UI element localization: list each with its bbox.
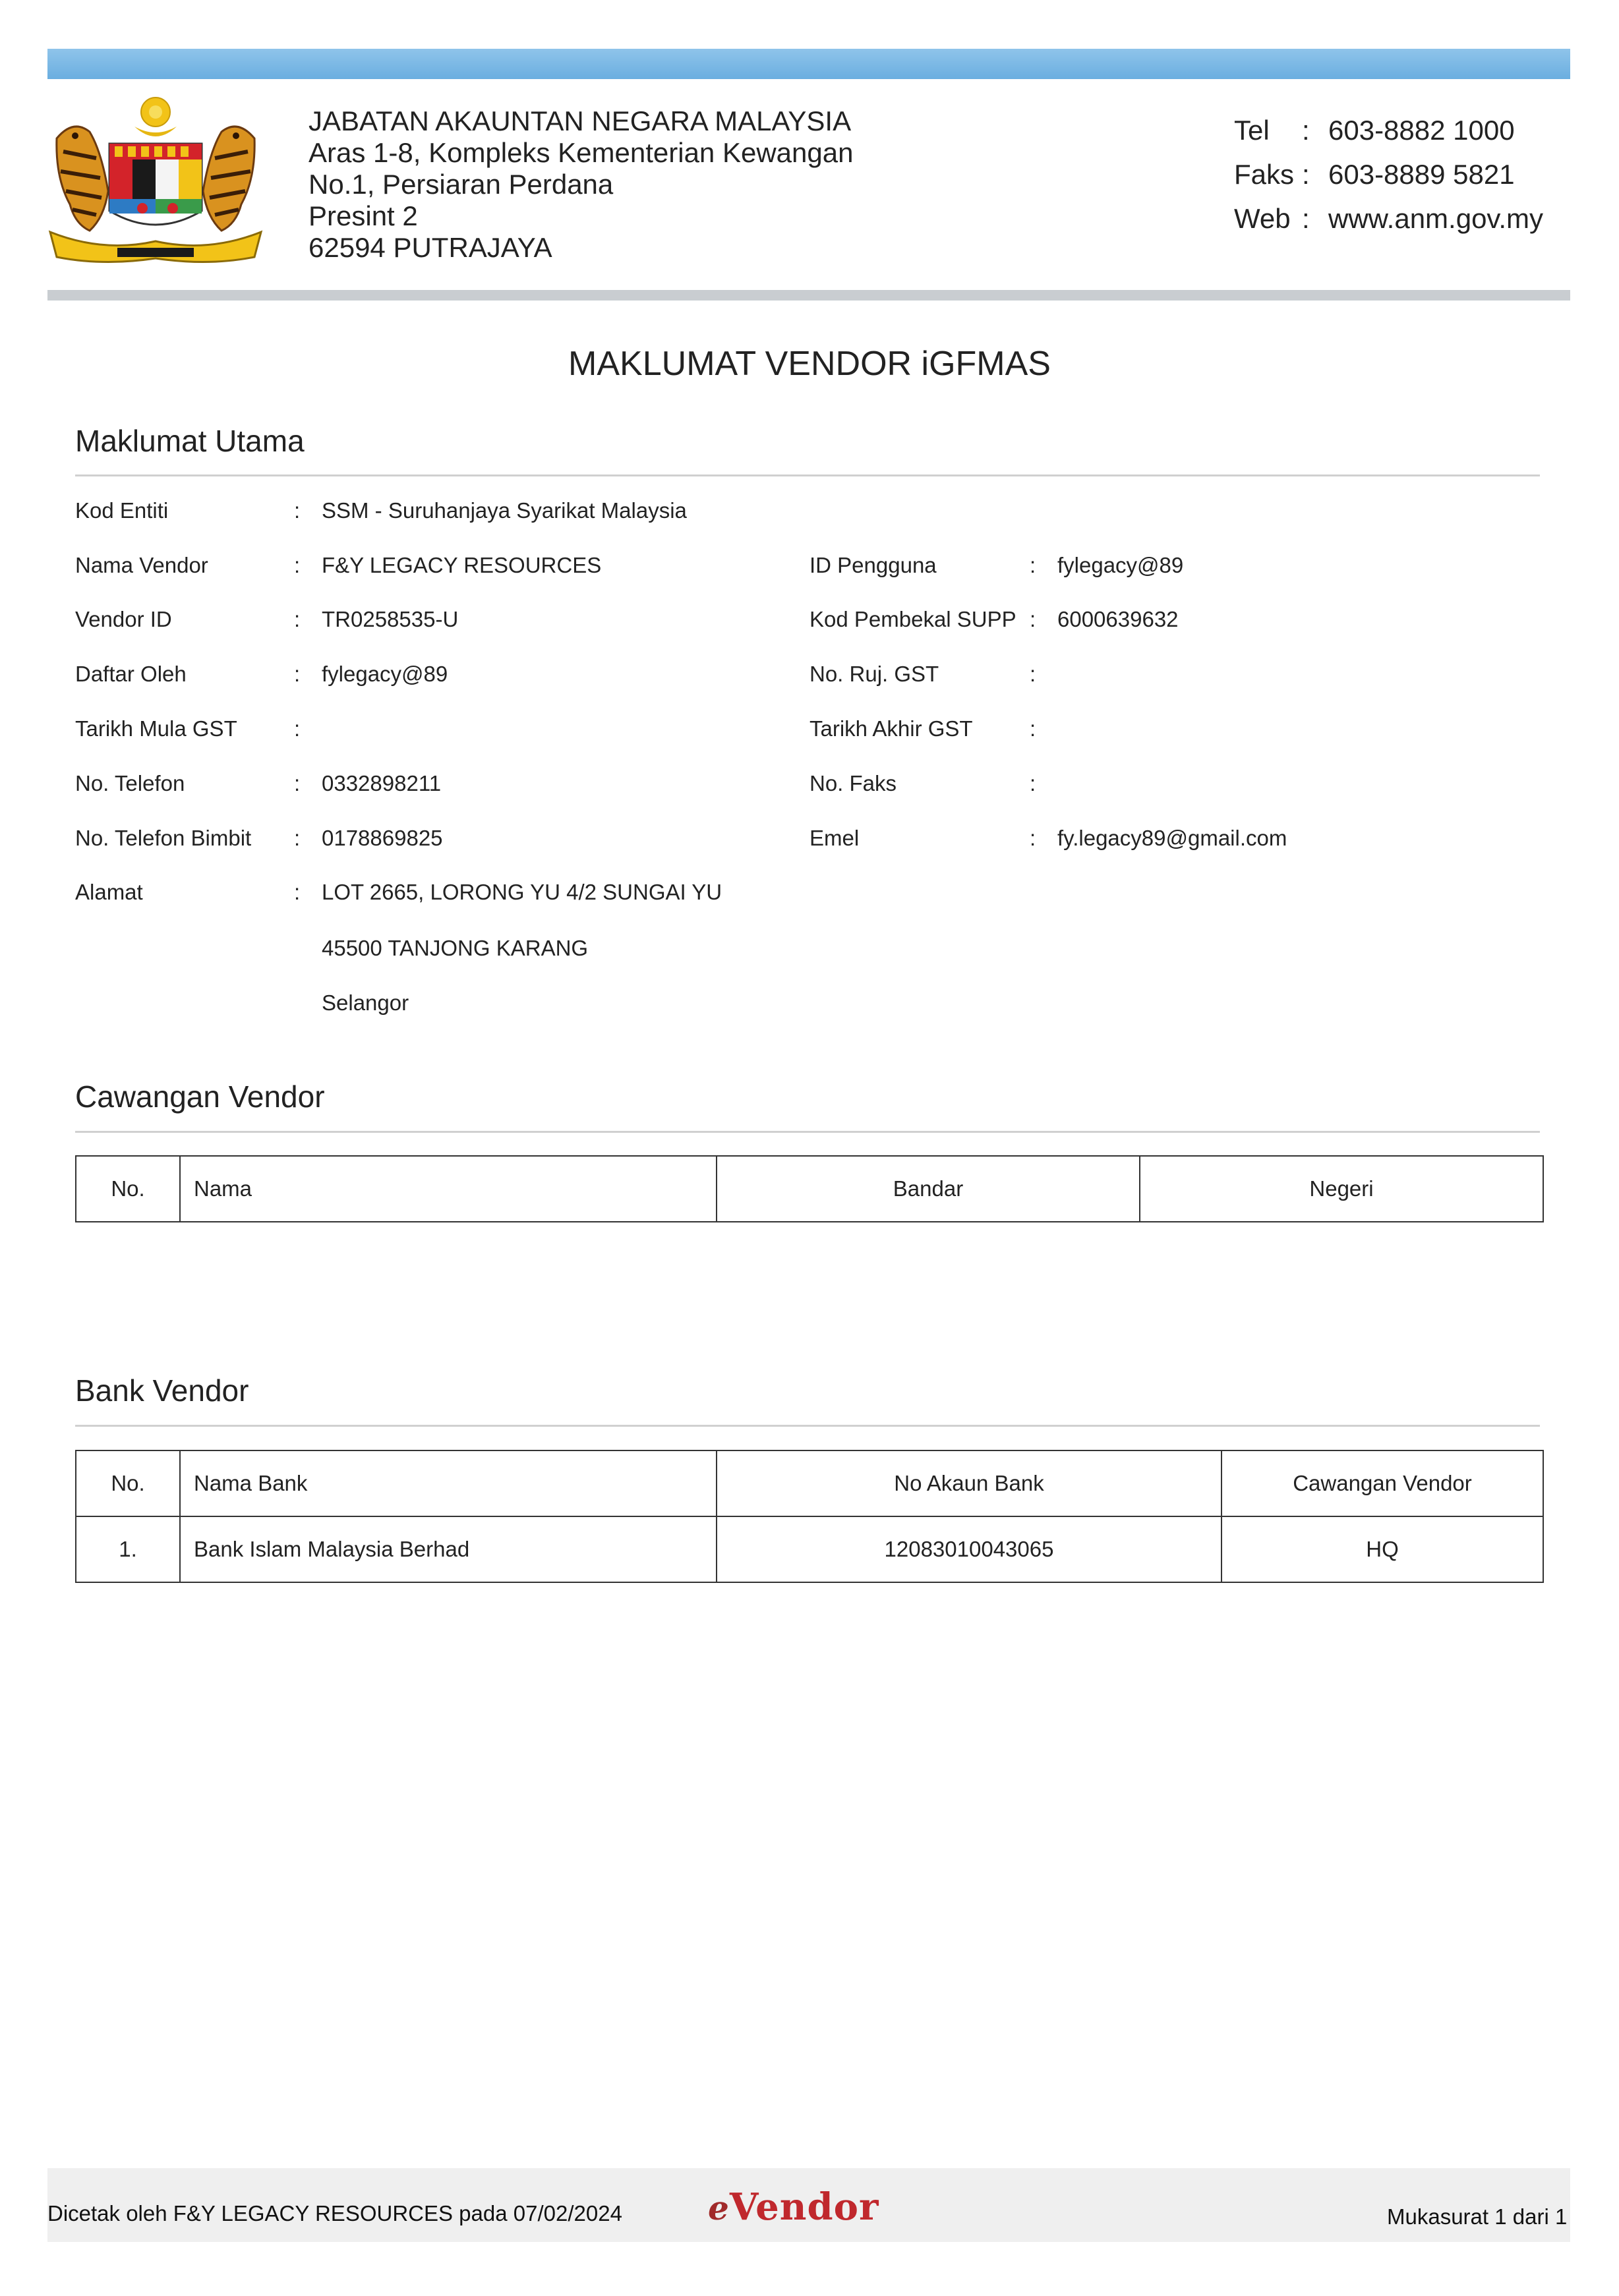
contact-colon: : [1302,159,1310,190]
agency-name: JABATAN AKAUNTAN NEGARA MALAYSIA [309,105,852,136]
evendor-logo-e: e [708,2189,730,2227]
document-title: MAKLUMAT VENDOR iGFMAS [568,345,1051,383]
section-divider [75,1425,1540,1427]
field-label: Daftar Oleh [75,662,187,686]
field-label: No. Ruj. GST [810,662,939,686]
evendor-logo-text: Vendor [729,2185,879,2229]
field-colon: : [294,716,301,741]
contact-value: 603-8889 5821 [1328,159,1515,190]
field-colon: : [1030,553,1036,577]
table-header-row [76,1450,1543,1516]
agency-address-line: Aras 1-8, Kompleks Kementerian Kewangan [309,137,854,168]
contact-value: www.anm.gov.my [1328,203,1543,234]
column-header: Bandar [717,1156,1140,1222]
field-label: Kod Entiti [75,498,169,523]
field-colon: : [294,662,301,686]
field-label: Nama Vendor [75,553,208,577]
agency-address-line: No.1, Persiaran Perdana [309,169,614,200]
table-cell: HQ [1222,1516,1543,1582]
field-value-vendor-id: TR0258535-U [322,607,459,631]
field-label: Emel [810,826,860,850]
section-divider [75,474,1540,476]
cawangan-vendor-table [75,1155,1544,1222]
footer-printed-by: Dicetak oleh F&Y LEGACY RESOURCES pada 07/02/2024 [47,2201,622,2225]
field-colon: : [294,553,301,577]
column-header: No Akaun Bank [717,1450,1222,1516]
field-colon: : [1030,771,1036,795]
field-label: Tarikh Mula GST [75,716,237,741]
table-cell: Bank Islam Malaysia Berhad [180,1516,717,1582]
field-colon: : [294,607,301,631]
field-label: Vendor ID [75,607,172,631]
column-header: Cawangan Vendor [1222,1450,1543,1516]
field-value-id-pengguna: fylegacy@89 [1057,553,1184,577]
field-colon: : [294,826,301,850]
contact-label: Web [1234,203,1291,234]
field-value-alamat: LOT 2665, LORONG YU 4/2 SUNGAI YU [322,880,722,904]
table-cell: 1. [76,1516,180,1582]
field-colon: : [294,771,301,795]
field-value-no-telefon-bimbit: 0178869825 [322,826,443,850]
section-heading-maklumat-utama: Maklumat Utama [75,424,305,458]
field-value-daftar-oleh: fylegacy@89 [322,662,448,686]
field-colon: : [1030,716,1036,741]
contact-label: Faks [1234,159,1295,190]
column-header: No. [76,1450,180,1516]
field-label: Tarikh Akhir GST [810,716,973,741]
field-value-kod-pembekal: 6000639632 [1057,607,1179,631]
field-value-no-telefon: 0332898211 [322,771,442,795]
column-header: Negeri [1140,1156,1543,1222]
section-divider [75,1131,1540,1133]
agency-address-line: Presint 2 [309,200,418,231]
field-label: ID Pengguna [810,553,937,577]
header-top-bar [47,49,1570,79]
contact-value: 603-8882 1000 [1328,115,1515,146]
field-value-alamat-line: 45500 TANJONG KARANG [322,936,589,960]
field-value-alamat-line: Selangor [322,990,409,1015]
field-colon: : [1030,607,1036,631]
field-label: Alamat [75,880,143,904]
footer-page-number: Mukasurat 1 dari 1 [1387,2204,1568,2229]
field-value-nama-vendor: F&Y LEGACY RESOURCES [322,553,602,577]
section-heading-cawangan-vendor: Cawangan Vendor [75,1079,325,1114]
field-label: Kod Pembekal SUPP [810,607,1016,631]
field-label: No. Telefon [75,771,185,795]
column-header: Nama Bank [180,1450,717,1516]
field-value-kod-entiti: SSM - Suruhanjaya Syarikat Malaysia [322,498,687,523]
bank-vendor-table [75,1450,1544,1583]
column-header: No. [76,1156,180,1222]
table-row [76,1516,1543,1582]
field-colon: : [1030,662,1036,686]
header-divider [47,290,1570,301]
field-label: No. Telefon Bimbit [75,826,252,850]
column-header: Nama [180,1156,717,1222]
field-value-emel: fy.legacy89@gmail.com [1057,826,1287,850]
field-colon: : [1030,826,1036,850]
agency-address-line: 62594 PUTRAJAYA [309,232,552,263]
section-heading-bank-vendor: Bank Vendor [75,1373,249,1408]
contact-label: Tel [1234,115,1270,146]
table-header-row [76,1156,1543,1222]
field-colon: : [294,880,301,904]
field-colon: : [294,498,301,523]
table-cell: 12083010043065 [717,1516,1222,1582]
contact-colon: : [1302,115,1310,146]
contact-colon: : [1302,203,1310,234]
malaysia-coat-of-arms-icon [44,92,268,270]
field-label: No. Faks [810,771,897,795]
evendor-logo [708,2185,879,2229]
agency-address-block [309,105,853,264]
